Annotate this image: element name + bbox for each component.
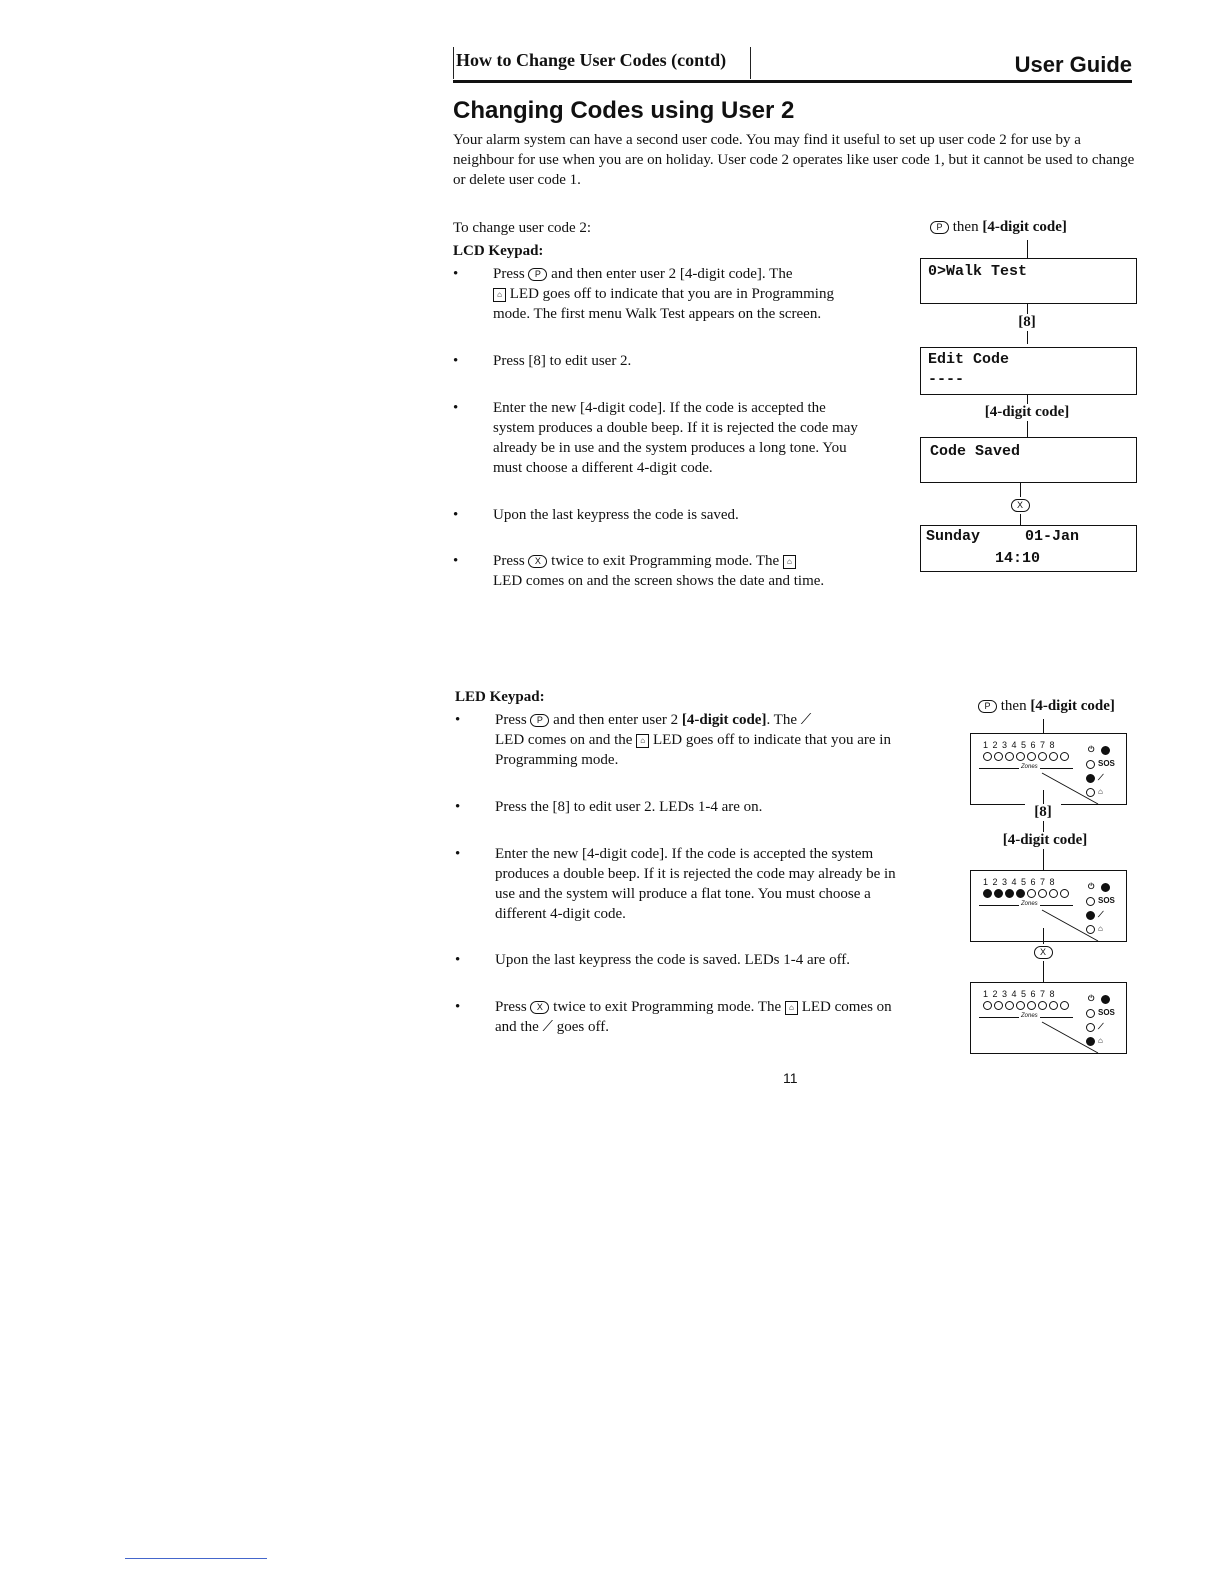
program-key-icon: P [528,268,547,281]
diagonal-line [1042,910,1098,941]
power-icon: ⏻ [1088,882,1095,891]
wrench-icon: ⟋ [800,712,812,728]
wrench-icon: ⟋ [542,1019,553,1035]
flow-connector [1027,240,1028,258]
wrench-icon: ⟋ [1098,910,1104,919]
power-icon: ⏻ [1088,994,1095,1003]
flow-connector [1043,790,1044,870]
lcd-flow-4-digit-code: [4-digit code] [957,404,1097,421]
diagonal-line [1042,1022,1098,1053]
bullet-icon: • [453,400,459,416]
exit-key-icon: X [1011,499,1030,512]
page-number: 11 [783,1070,798,1086]
lcd-lead: To change user code 2: [453,220,592,236]
lock-icon: ⌂ [1098,924,1103,933]
section-title: How to Change User Codes (contd) [453,47,751,79]
zones-label: Zones [1021,901,1038,907]
panel-diagonal-edge [970,870,1127,942]
lock-icon: ⌂ [1098,1036,1103,1045]
bullet-icon: • [453,353,459,369]
zone-numbers: 12345678 [983,877,1060,887]
led-heading: LED Keypad: [455,689,545,705]
exit-key-icon: X [528,555,547,568]
footer-link-rule [125,1558,267,1559]
lcd-screen-code-saved: Code Saved [920,437,1137,483]
power-icon: ⏻ [1088,745,1095,754]
lock-icon: ⌂ [783,555,796,569]
sos-label: SOS [1098,1008,1115,1017]
wrench-icon: ⟋ [1098,773,1104,782]
zone-numbers: 12345678 [983,740,1060,750]
bullet-icon: • [455,712,461,728]
lock-icon: ⌂ [785,1001,798,1015]
lcd-screen-date-time: Sunday 01-Jan 14:10 [920,525,1137,572]
led-panel-edit [970,870,1127,942]
sos-label: SOS [1098,896,1115,905]
bullet-icon: • [453,266,459,282]
lcd-heading: LCD Keypad: [453,243,544,259]
exit-key-icon: X [1034,946,1053,959]
lcd-flow-exit-key [1010,497,1030,514]
led-panel-exit [970,982,1127,1054]
zone-numbers: 12345678 [983,989,1060,999]
bullet-icon: • [455,952,461,968]
lock-icon: ⌂ [493,288,506,302]
zones-label: Zones [1021,764,1038,770]
lcd-flow-key-8: [8] [1007,314,1047,331]
led-flow-key-8: [8] [1025,804,1061,821]
bullet-icon: • [455,799,461,815]
led-panel-programming [970,733,1127,805]
exit-key-icon: X [530,1001,549,1014]
lcd-screen-walk-test: 0>Walk Test [920,258,1137,304]
panel-diagonal-edge [970,982,1127,1054]
header-rule [453,80,1132,83]
bullet-icon: • [455,846,461,862]
lcd-screen-edit-code: Edit Code ---- [920,347,1137,395]
led-flow-start: P then [4-digit code] [978,698,1138,715]
bullet-icon: • [453,553,459,569]
program-key-icon: P [930,221,949,234]
led-flow-4-digit-code: [4-digit code] [985,832,1105,849]
lock-icon: ⌂ [636,734,649,748]
guide-label: User Guide [1014,52,1132,77]
sos-label: SOS [1098,759,1115,768]
wrench-icon: ⟋ [1098,1022,1104,1031]
program-key-icon: P [530,714,549,727]
program-key-icon: P [978,700,997,713]
bullet-icon: • [455,999,461,1015]
zones-label: Zones [1021,1013,1038,1019]
flow-connector [1043,719,1044,733]
diagonal-line [1042,773,1098,804]
led-flow-exit-key [1033,944,1053,961]
lock-icon: ⌂ [1098,787,1103,796]
page-title: Changing Codes using User 2 [453,97,795,124]
lcd-flow-start: P then [4-digit code] [930,219,1130,236]
intro-paragraph: Your alarm system can have a second user code. You may find it useful to set up user code 2 for use by a neighbour for use when you are on holiday. User code 2 operates like user code 1, but it cannot be used to change or delete user code 1. [453,132,1135,188]
panel-diagonal-edge [970,733,1127,805]
bullet-icon: • [453,507,459,523]
